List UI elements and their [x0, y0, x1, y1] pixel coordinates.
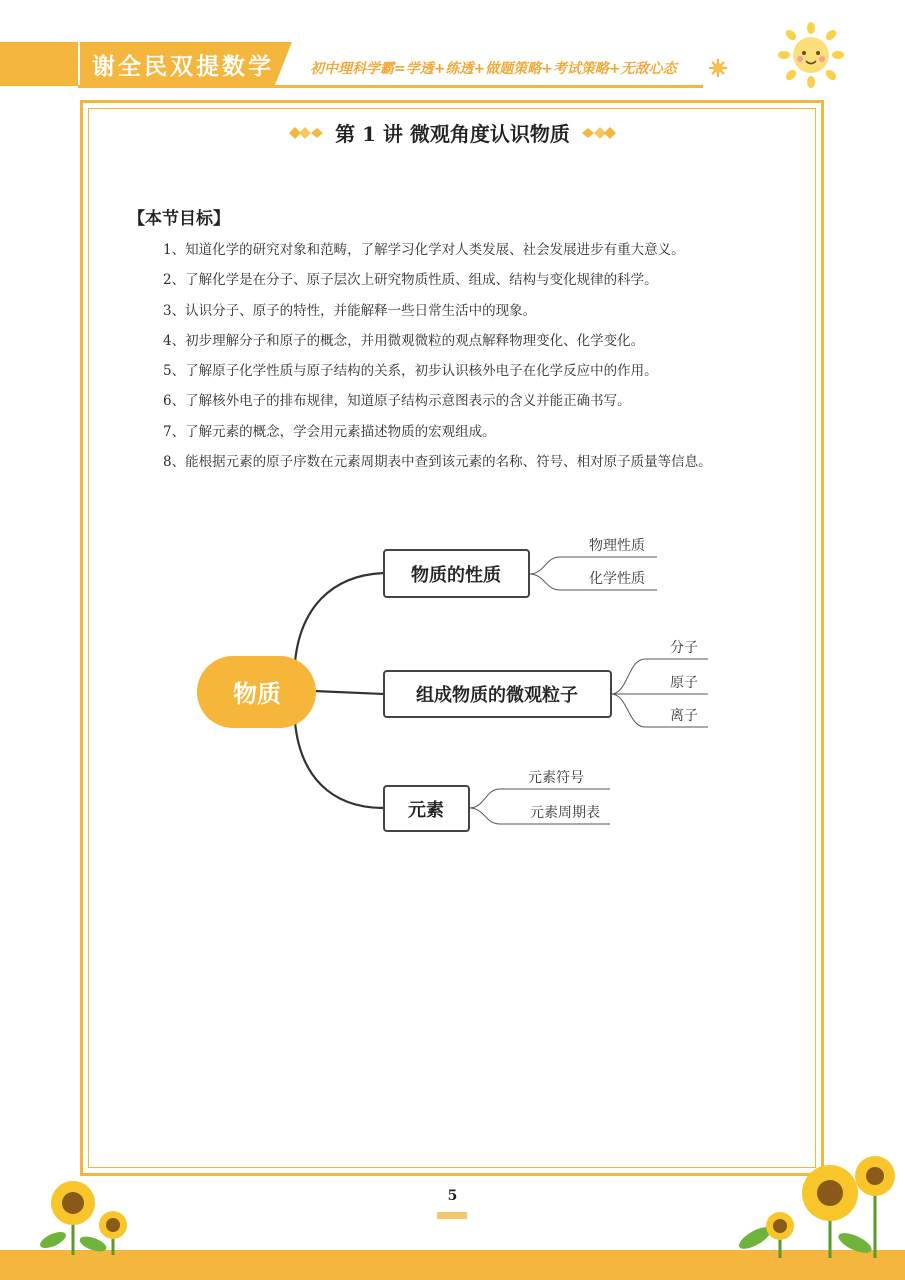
objective-item: 7、了解元素的概念，学会用元素描述物质的宏观组成。 [163, 423, 496, 440]
sunflower-right-icon [735, 1148, 900, 1258]
leaf-label: 物理性质 [589, 538, 645, 554]
connector-branch-3 [295, 722, 384, 808]
leaf-label: 离子 [670, 708, 698, 724]
branch-label: 元素 [408, 800, 444, 821]
sunflower-left-icon [28, 1170, 138, 1255]
objective-item: 4、初步理解分子和原子的概念，并用微观微粒的观点解释物理变化、化学变化。 [163, 332, 645, 349]
lesson-title: 第 1 讲 微观角度认识物质 [335, 122, 570, 146]
leaf-label: 元素周期表 [530, 805, 600, 821]
branch-label: 物质的性质 [411, 565, 501, 586]
root-node-label: 物质 [233, 680, 281, 708]
page-number: 5 [447, 1188, 458, 1204]
leaf-label: 分子 [670, 640, 698, 656]
objective-item: 5、了解原子化学性质与原子结构的关系，初步认识核外电子在化学反应中的作用。 [163, 363, 658, 380]
objective-item: 3、认识分子、原子的特性，并能解释一些日常生活中的现象。 [163, 302, 537, 319]
branch-label: 组成物质的微观粒子 [416, 685, 578, 706]
page-number-bar [437, 1212, 467, 1219]
objective-item: 1、知道化学的研究对象和范畴，了解学习化学对人类发展、社会发展进步有重大意义。 [163, 242, 685, 258]
connector-branch-2 [314, 691, 384, 694]
brand-title: 谢全民双提数学 [92, 54, 274, 80]
objective-item: 2、了解化学是在分子、原子层次上研究物质性质、组成、结构与变化规律的科学。 [163, 272, 658, 289]
objectives-heading: 【本节目标】 [128, 209, 230, 229]
header-slogan: 初中理科学霸=学透+练透+做题策略+考试策略+无敌心态 [310, 61, 677, 77]
objective-item: 8、能根据元素的原子序数在元素周期表中查到该元素的名称、符号、相对原子质量等信息。 [163, 454, 712, 471]
leaf-label: 元素符号 [528, 770, 584, 786]
leaf-label: 原子 [670, 675, 698, 691]
leaf-label: 化学性质 [589, 571, 645, 587]
objective-item: 6、了解核外电子的排布规律，知道原子结构示意图表示的含义并能正确书写。 [163, 393, 631, 410]
connector-branch-1 [295, 573, 384, 662]
